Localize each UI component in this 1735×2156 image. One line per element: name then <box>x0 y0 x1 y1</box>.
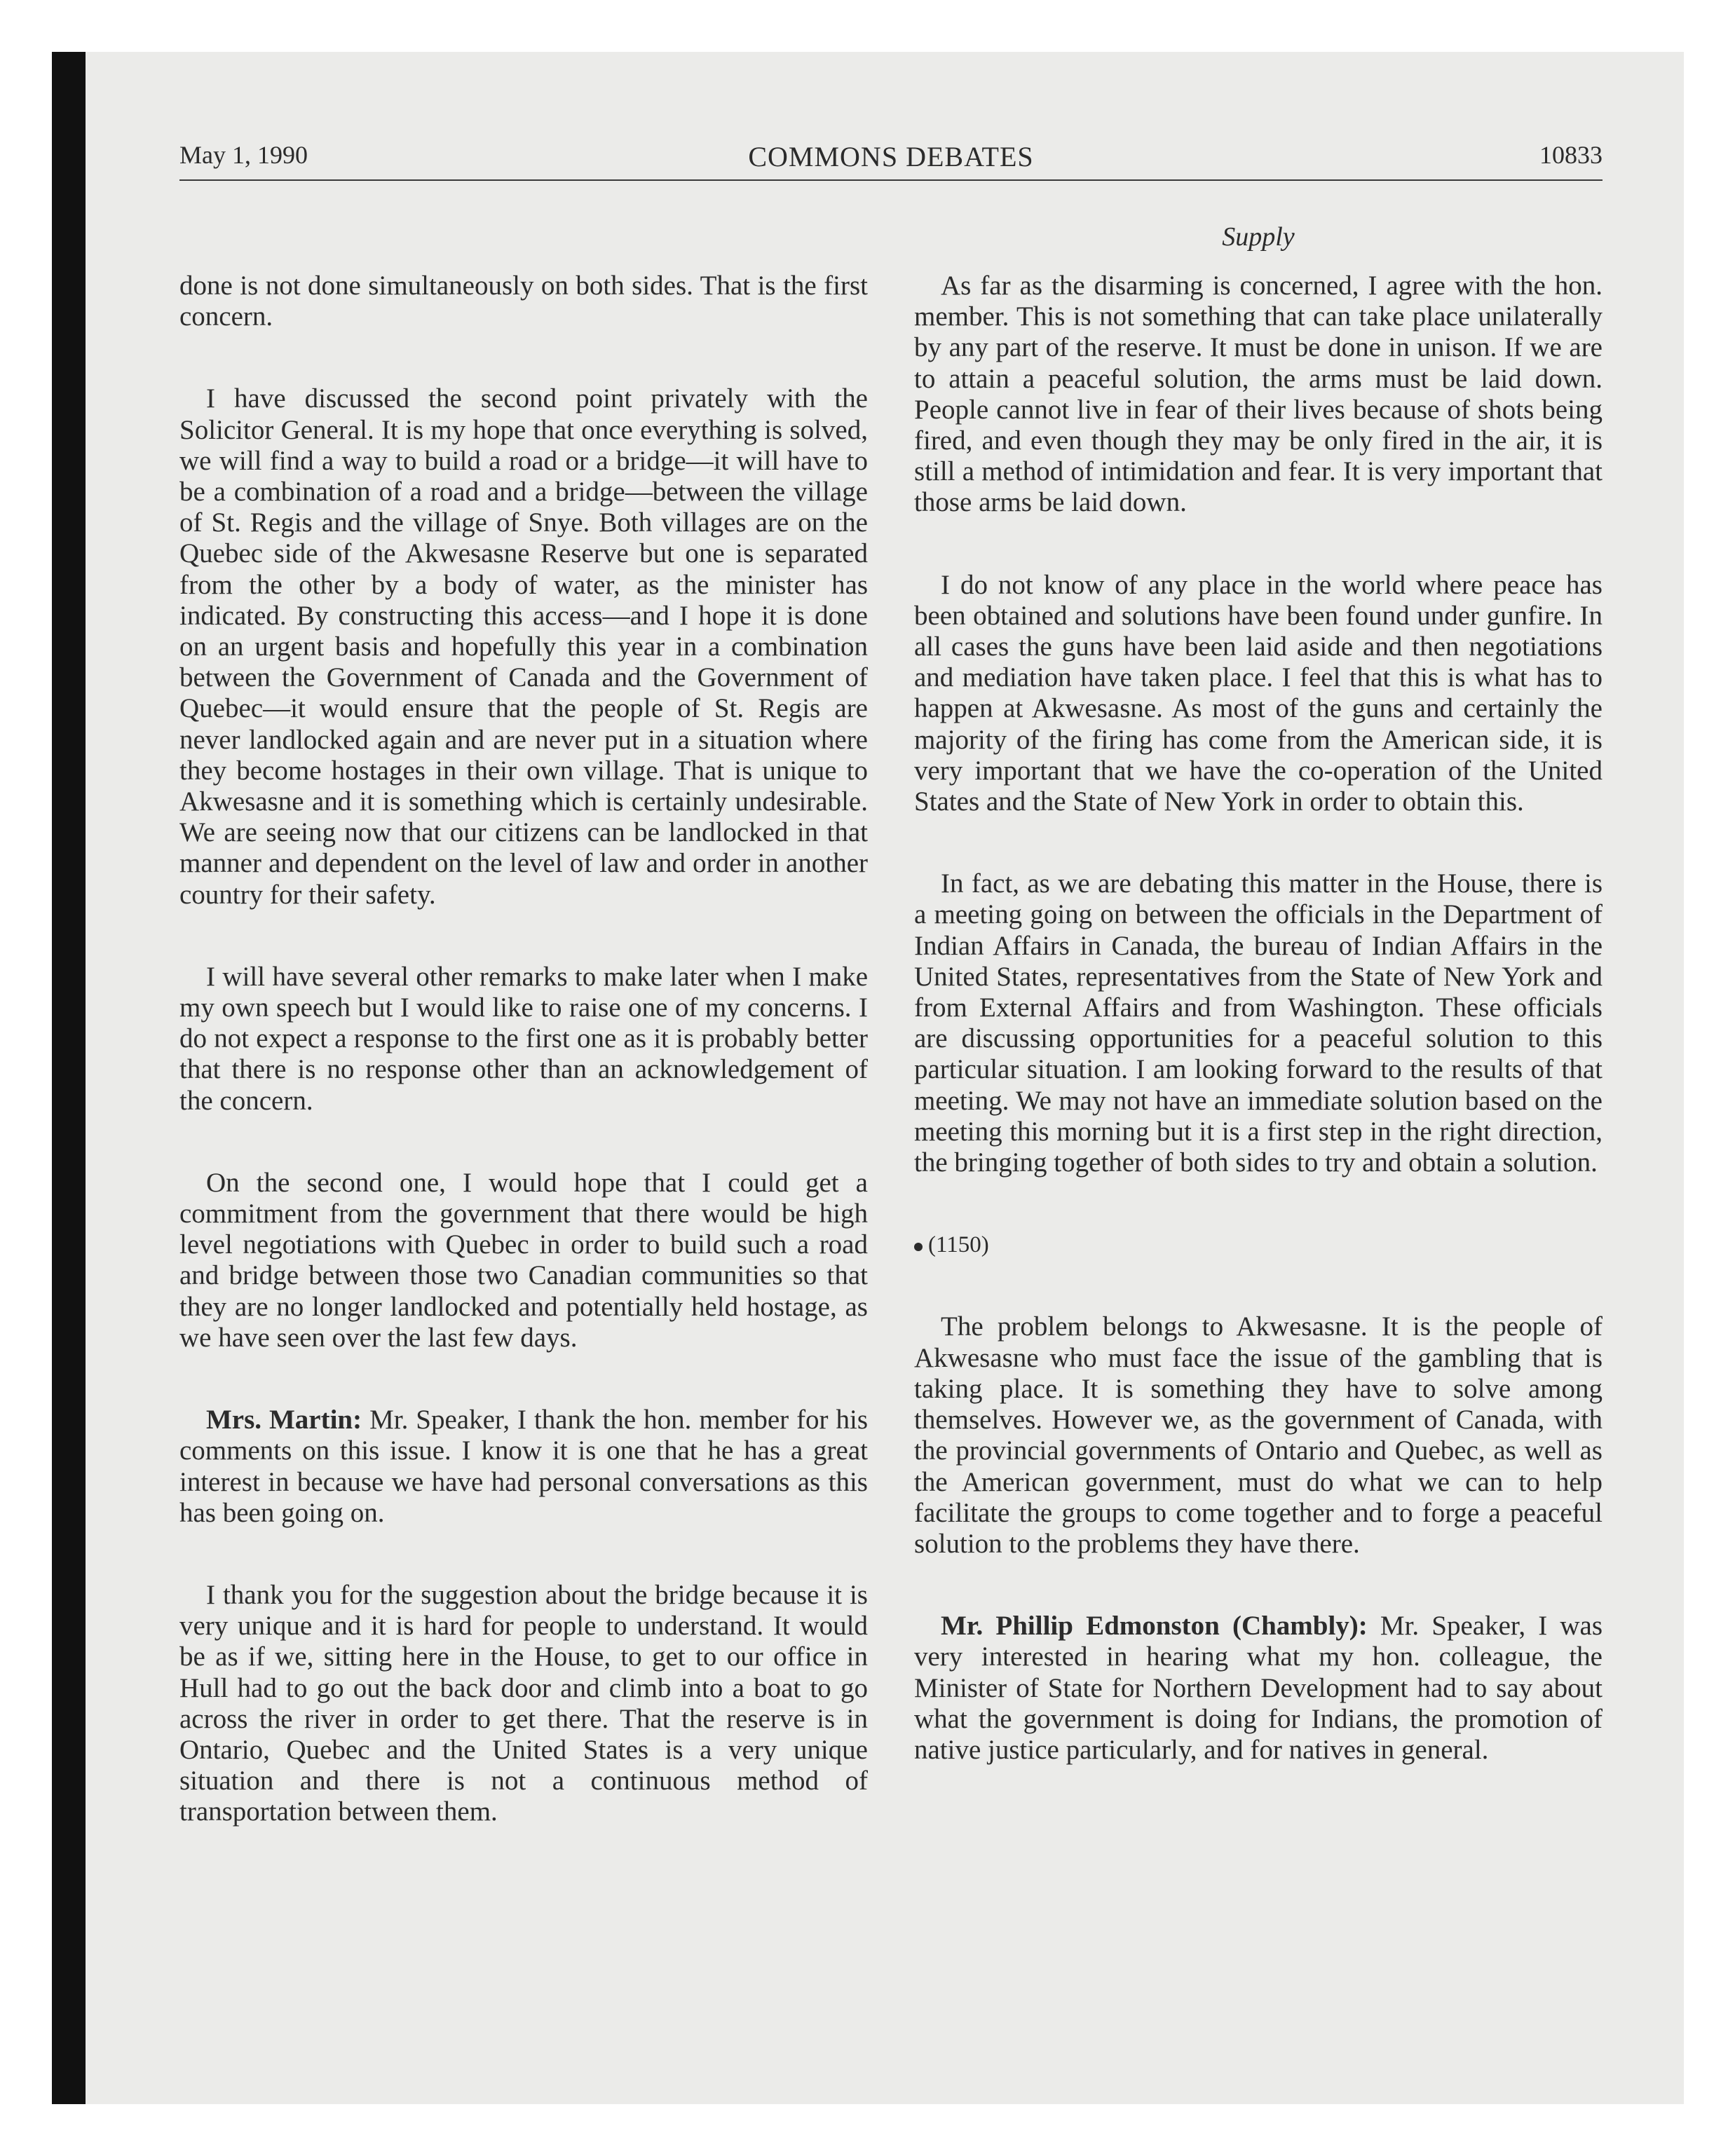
paragraph: The problem belongs to Akwesasne. It is the people of Akwesasne who must face the issue of the gambling that is taking place. It is something they have to solve among themselves. However we, as the government of Canada, with the provincial governments of Ontario and Quebec, as well as the American government, must do what we can to help facilitate the groups to come together and to forge a peaceful solution to the problems they have there. <box>914 1311 1603 1559</box>
speaker-name: Mrs. Martin: <box>206 1405 362 1435</box>
paragraph: As far as the disarming is concerned, I agree with the hon. member. This is not something that can take place unilaterally by any part of the reserve. It must be done in unison. If we are to attain a peaceful solution, the arms must be laid down. People cannot live in fear of their lives because of shots being fired, and even though they may be only fired in the air, it is still a method of intimidation and fear. It is very important that those arms be laid down. <box>914 271 1603 518</box>
right-column <box>914 271 1603 1766</box>
bullet-icon <box>914 1243 923 1251</box>
time-marker-text: (1150) <box>928 1232 989 1258</box>
paragraph: I will have several other remarks to make later when I make my own speech but I would like to raise one of my concerns. I do not expect a response to the first one as it is probably better that there is no response other than an acknowledgement of the concern. <box>179 961 868 1116</box>
header-title: COMMONS DEBATES <box>748 141 1034 172</box>
page-header <box>179 140 1603 178</box>
speaker-name: Mr. Phillip Edmonston (Chambly): <box>941 1611 1368 1642</box>
speech-text: Mr. Speaker, I was very interested in hearing what my hon. colleague, the Minister of State for Northern Development had to say about what the government is doing for Indians, the promotion of native justice particularly, and for natives in general. <box>914 1611 1603 1765</box>
paragraph: I thank you for the suggestion about the bridge because it is very unique and it is hard for people to understand. It would be as if we, sitting here in the House, to get to our office in Hull had to go out the back door and climb into a boat to go across the river in order to get there. That the reserve is in Ontario, Quebec and the United States is a very unique situation and there is not a continuous method of transportation between them. <box>179 1579 868 1827</box>
header-page-number: 10833 <box>1539 141 1603 169</box>
speech-text: Mr. Speaker, I thank the hon. member for his comments on this issue. I know it is one that he has a great interest in because we have had personal conversations as this has been going on. <box>179 1405 869 1528</box>
paragraph: I do not know of any place in the world where peace has been obtained and solutions have been found under gunfire. In all cases the guns have been laid aside and then negotiations and mediation have taken place. I feel that this is what has to happen at Akwesasne. As most of the guns and certainly the majority of the firing has come from the American side, it is very important that we have the co-operation of the United States and the State of New York in order to obtain this. <box>914 569 1603 817</box>
section-title: Supply <box>1222 222 1295 252</box>
paragraph: I have discussed the second point privately with the Solicitor General. It is my hope that once everything is solved, we will find a way to build a road or a bridge—it will have to be a combination of a road and a bridge—between the village of St. Regis and the village of Snye. Both villages are on the Quebec side of the Akwesasne Reserve but one is separated from the other by a body of water, as the minister has indicated. By constructing this access—and I hope it is done on an urgent basis and hopefully this year in a combination between the Government of Canada and the Government of Quebec—it would ensure that the people of St. Regis are never landlocked again and are never put in a situation where they become hostages in their own village. That is unique to Akwesasne and it is something which is certainly undesirable. We are seeing now that our citizens can be landlocked in that manner and dependent on the level of law and order in another country for their safety. <box>179 383 868 910</box>
time-marker <box>914 1229 1603 1260</box>
speech-edmonston <box>914 1611 1603 1766</box>
left-column <box>179 271 868 1828</box>
paragraph: done is not done simultaneously on both sides. That is the first concern. <box>179 271 868 332</box>
paragraph: In fact, as we are debating this matter in the House, there is a meeting going on between the officials in the Department of Indian Affairs in Canada, the bureau of Indian Affairs in the United States, representatives from the State of New York and from External Affairs and from Washington. These officials are discussing opportunities for a peaceful solution to this particular situation. I am looking forward to the results of that meeting. We may not have an immediate solution based on the meeting this morning but it is a first step in the right direction, the bringing together of both sides to try and obtain a solution. <box>914 868 1603 1178</box>
header-rule <box>179 179 1603 181</box>
scanned-page <box>52 52 1684 2104</box>
paragraph: On the second one, I would hope that I could get a commitment from the government that there would be high level negotiations with Quebec in order to build such a road and bridge between those two Canadian communities so that they are no longer landlocked and potentially held hostage, as we have seen over the last few days. <box>179 1167 868 1353</box>
header-date: May 1, 1990 <box>179 141 308 169</box>
speech-martin <box>179 1405 868 1529</box>
hansard-page <box>52 52 1684 2104</box>
